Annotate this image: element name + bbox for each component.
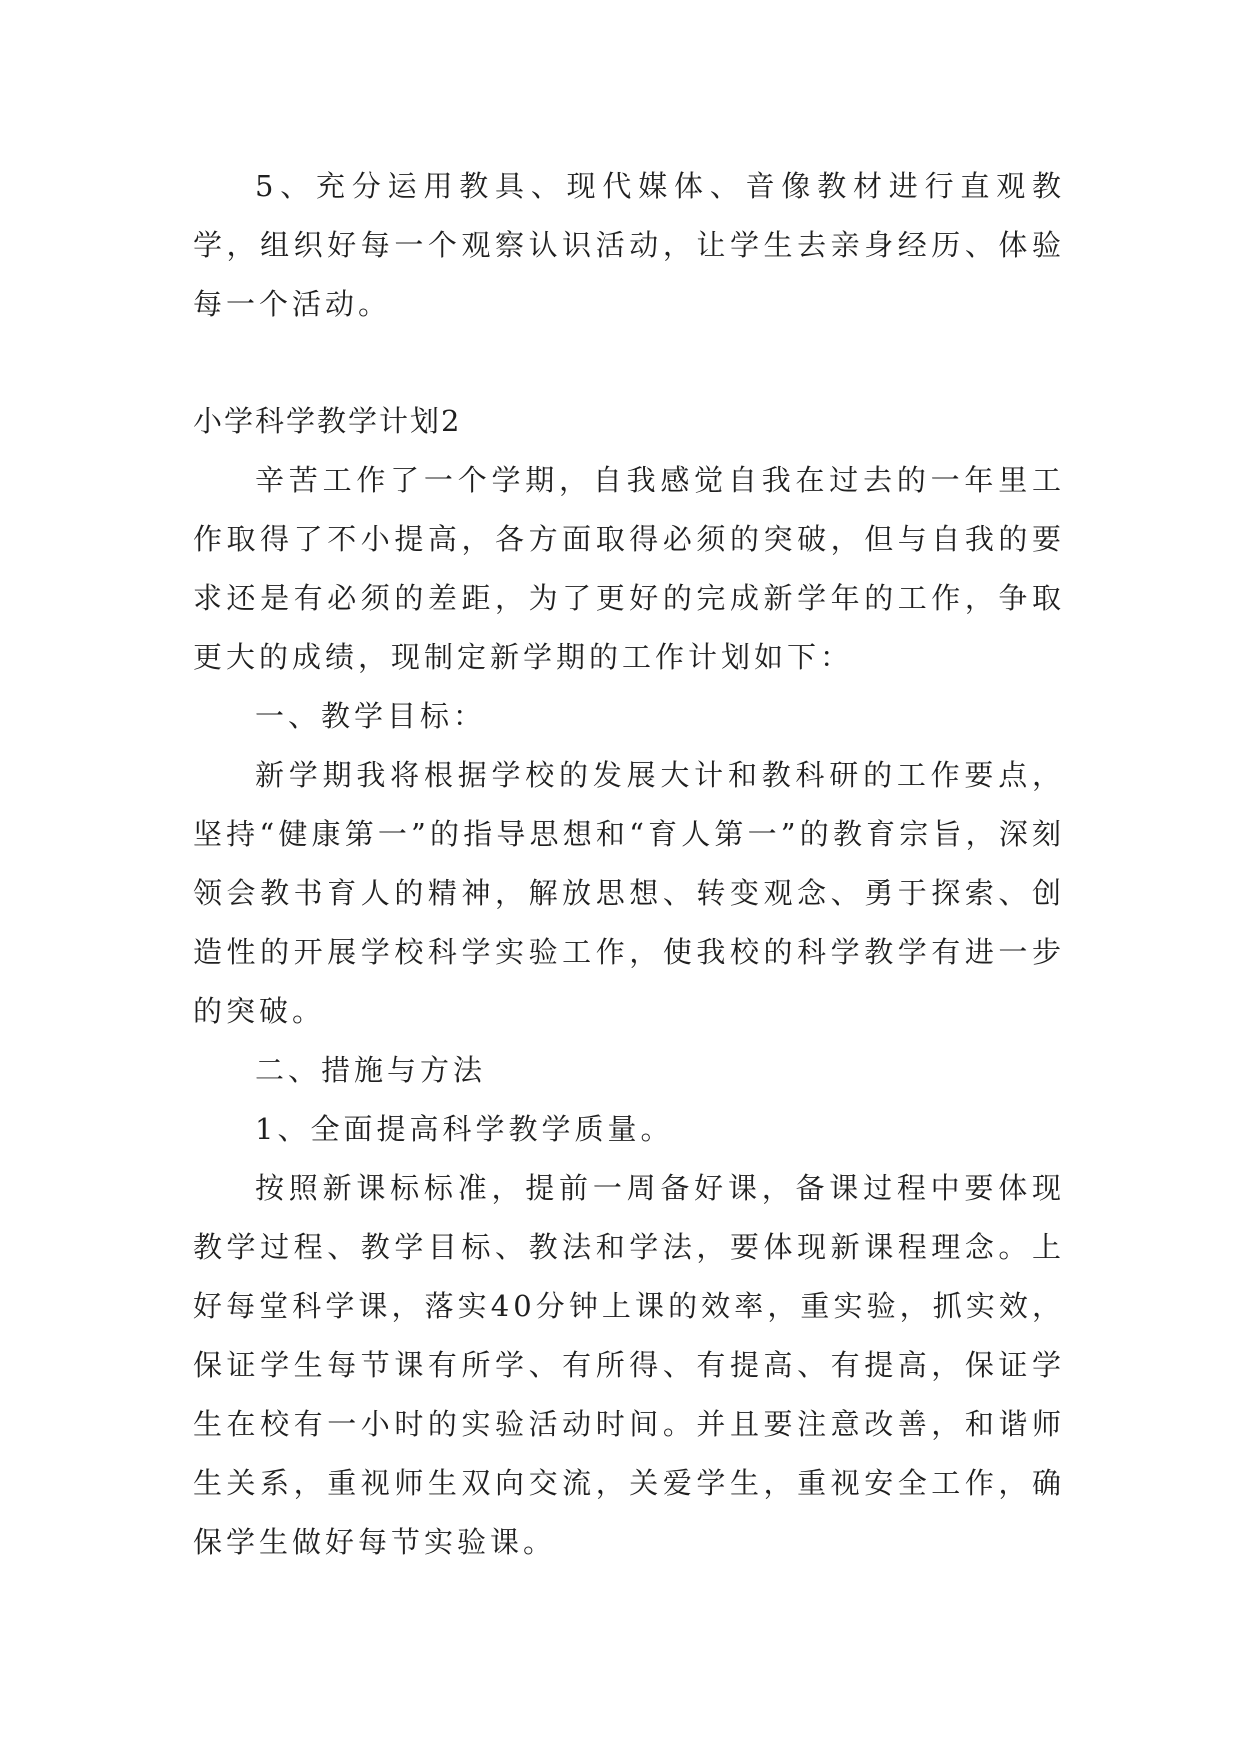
subheading-quality: 1、全面提高科学教学质量。 — [255, 1112, 674, 1146]
paragraph-measures: 按照新课标标准，提前一周备好课，备课过程中要体现教学过程、教学目标、教法和学法，要体现新课程理念。上好每堂科学课，落实40分钟上课的效率，重实验，抓实效，保证学生每节课有所学、有所得、有提高、有提高，保证学生在校有一小时的实验活动时间。并且要注意改善，和谐师生关系，重视师生双向交流，关爱学生，重视安全工作，确保学生做好每节实验课。 — [193, 1171, 1065, 1559]
document-body — [193, 157, 1065, 1572]
paragraph-intro: 辛苦工作了一个学期，自我感觉自我在过去的一年里工作取得了不小提高，各方面取得必须的突破，但与自我的要求还是有必须的差距，为了更好的完成新学年的工作，争取更大的成绩，现制定新学期的工作计划如下： — [193, 463, 1065, 674]
intro-paragraph: 5、充分运用教具、现代媒体、音像教材进行直观教学，组织好每一个观察认识活动，让学生去亲身经历、体验每一个活动。 — [193, 169, 1065, 321]
section-spacer — [193, 334, 1065, 392]
paragraph-goals: 新学期我将根据学校的发展大计和教科研的工作要点，坚持“健康第一”的指导思想和“育人第一”的教育宗旨，深刻领会教书育人的精神，解放思想、转变观念、勇于探索、创造性的开展学校科学实验工作，使我校的科学教学有进一步的突破。 — [193, 758, 1065, 1028]
section-title: 小学科学教学计划2 — [193, 404, 462, 438]
heading-measures: 二、措施与方法 — [255, 1053, 487, 1087]
heading-teaching-goals: 一、教学目标： — [255, 699, 487, 733]
